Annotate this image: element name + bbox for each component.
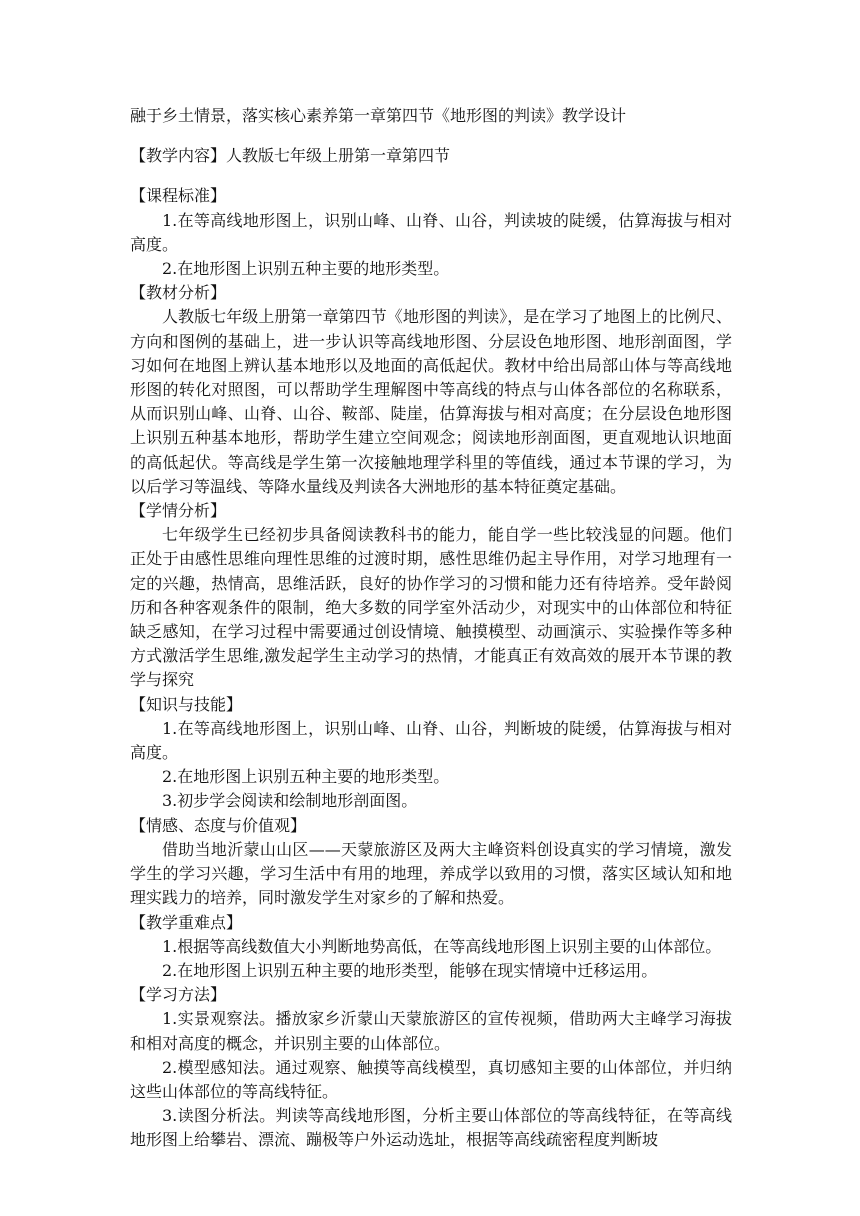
learning-methods-item-1: 1.实景观察法。播放家乡沂蒙山天蒙旅游区的宣传视频，借助两大主峰学习海拔和相对高度的概念，并识别主要的山体部位。: [130, 1009, 732, 1053]
curriculum-standard-heading: 【课程标准】: [130, 186, 227, 206]
key-difficult-points-heading: 【教学重难点】: [130, 912, 243, 932]
knowledge-skills-item-3: 3.初步学会阅读和绘制地形剖面图。: [162, 791, 418, 811]
document-title: 融于乡土情景，落实核心素养第一章第四节《地形图的判读》教学设计: [130, 106, 627, 125]
textbook-analysis-heading: 【教材分析】: [130, 283, 227, 303]
key-difficult-points-item-2: 2.在地形图上识别五种主要的地形类型，能够在现实情境中迁移运用。: [162, 960, 658, 980]
knowledge-skills-item-2: 2.在地形图上识别五种主要的地形类型。: [162, 767, 450, 787]
textbook-analysis-text: 人教版七年级上册第一章第四节《地形图的判读》，是在学习了地图上的比例尺、方向和图例的基础上，进一步认识等高线地形图、分层设色地形图、地形剖面图，学习如何在地图上辨认基本地形以及地面的高低起伏。教材中给出局部山体与等高线地形图的转化对照图，可以帮助学生理解图中等高线的特点与山体各部位的名称联系，从而识别山峰、山脊、山谷、鞍部、陡崖，估算海拔与相对高度；在分层设色地形图上识别五种基本地形，帮助学生建立空间观念；阅读地形剖面图，更直观地认识地面的高低起伏。等高线是学生第一次接触地理学科里的等值线，通过本节课的学习，为以后学习等温线、等降水量线及判读各大洲地形的基本特征奠定基础。: [130, 307, 732, 496]
curriculum-standard-item-1: 1.在等高线地形图上，识别山峰、山脊、山谷，判读坡的陡缓，估算海拔与相对高度。: [130, 210, 732, 254]
document-page: [130, 104, 732, 1153]
learner-analysis-heading: 【学情分析】: [130, 501, 227, 521]
learning-methods-heading: 【学习方法】: [130, 985, 227, 1005]
teaching-content-heading: 【教学内容】: [130, 146, 227, 166]
teaching-content-line: [130, 144, 732, 168]
key-difficult-points-item-1: 1.根据等高线数值大小判断地势高低，在等高线地形图上识别主要的山体部位。: [162, 936, 722, 956]
learning-methods-item-2: 2.模型感知法。通过观察、触摸等高线模型，真切感知主要的山体部位，并归纳这些山体部位的等高线特征。: [130, 1057, 732, 1101]
emotion-values-text: 借助当地沂蒙山山区——天蒙旅游区及两大主峰资料创设真实的学习情境，激发学生的学习兴趣，学习生活中有用的地理，养成学以致用的习惯，落实区域认知和地理实践力的培养，同时激发学生对家乡的了解和热爱。: [130, 839, 732, 908]
learner-analysis-text: 七年级学生已经初步具备阅读教科书的能力，能自学一些比较浅显的问题。他们正处于由感性思维向理性思维的过渡时期，感性思维仍起主导作用，对学习地理有一定的兴趣，热情高，思维活跃，良好的协作学习的习惯和能力还有待培养。受年龄阅历和各种客观条件的限制，绝大多数的同学室外活动少，对现实中的山体部位和特征缺乏感知，在学习过程中需要通过创设情境、触摸模型、动画演示、实验操作等多种方式激活学生思维,激发起学生主动学习的热情，才能真正有效高效的展开本节课的教学与探究: [130, 525, 732, 690]
learning-methods-item-3: 3.读图分析法。判读等高线地形图，分析主要山体部位的等高线特征，在等高线地形图上给攀岩、漂流、蹦极等户外运动选址，根据等高线疏密程度判断坡: [130, 1106, 732, 1150]
teaching-content-text: 人教版七年级上册第一章第四节: [226, 146, 451, 166]
knowledge-skills-item-1: 1.在等高线地形图上，识别山峰、山脊、山谷，判断坡的陡缓，估算海拔与相对高度。: [130, 718, 732, 763]
knowledge-skills-heading: 【知识与技能】: [130, 694, 243, 714]
emotion-values-heading: 【情感、态度与价值观】: [130, 815, 307, 835]
curriculum-standard-item-2: 2.在地形图上识别五种主要的地形类型。: [162, 259, 450, 279]
